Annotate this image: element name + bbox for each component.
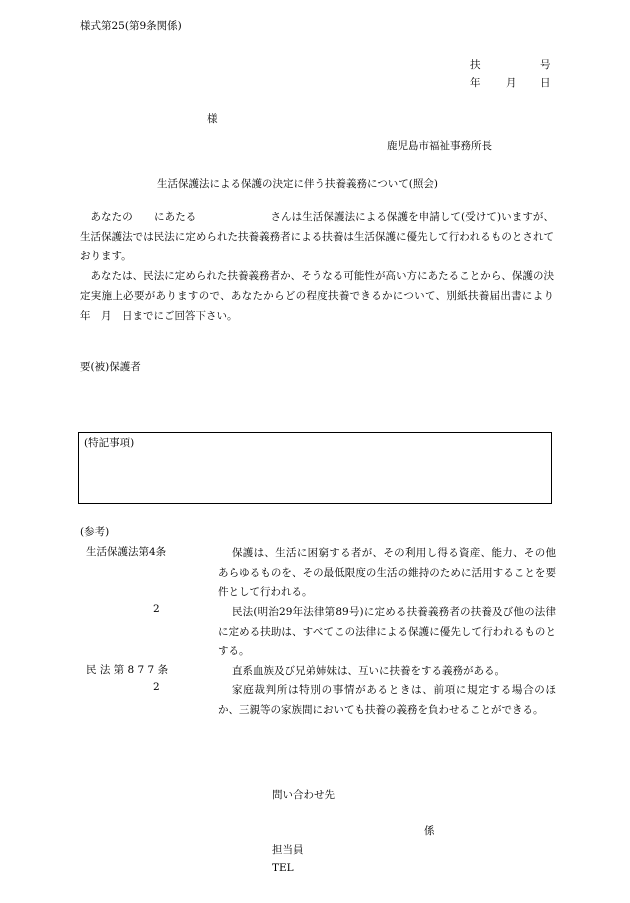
contact-heading: 問い合わせ先	[272, 789, 335, 801]
body-paragraph-1: あなたの にあたる さんは生活保護法による保護を申請して(受けて)いますが、生活保護法では民法に定められた扶養義務者による扶養は生活保護に優先して行われるものとされております。	[80, 211, 554, 263]
date-month: 月	[506, 77, 517, 89]
contact-section-suffix: 係	[424, 825, 435, 837]
reference-text: 家庭裁判所は特別の事情があるときは、前項に規定する場合のほか、三親等の家族間においても扶養の義務を負わせることができる。	[218, 684, 556, 716]
document-number-label: 扶	[470, 59, 481, 71]
body-text	[80, 208, 586, 326]
remarks-label: (特記事項)	[84, 437, 135, 449]
reference-label: 2	[153, 603, 160, 615]
reference-label: 生活保護法第4条	[86, 546, 167, 558]
reference-label: 2	[153, 681, 160, 693]
reference-heading: (参考)	[80, 526, 110, 538]
protected-person-label: 要(被)保護者	[80, 361, 141, 373]
contact-tel-label: TEL	[272, 862, 294, 874]
document-title: 生活保護法による保護の決定に伴う扶養義務について(照会)	[157, 178, 438, 190]
body-paragraph-2: あなたは、民法に定められた扶養義務者か、そうなる可能性が高い方にあたることから、保護の決定実施上必要がありますので、あなたからどの程度扶養できるかについて、別紙扶養届出書により 年 月 日までにご回答下さい。	[80, 270, 586, 322]
document-number-suffix: 号	[540, 59, 551, 71]
form-number: 様式第25(第9条関係)	[80, 20, 182, 32]
contact-staff-label: 担当員	[272, 844, 304, 856]
reference-label: 民 法 第 8 7 7 条	[86, 664, 169, 676]
remarks-box[interactable]	[78, 432, 552, 504]
date-year: 年	[470, 77, 481, 89]
reference-text: 保護は、生活に困窮する者が、その利用し得る資産、能力、その他あらゆるものを、その最低限度の生活の維持のために活用することを要件として行われる。	[218, 547, 556, 599]
addressee-suffix: 様	[207, 113, 218, 125]
sender-name: 鹿児島市福祉事務所長	[387, 140, 492, 152]
date-day: 日	[540, 77, 551, 89]
reference-text: 民法(明治29年法律第89号)に定める扶養義務者の扶養及び他の法律に定める扶助は、すべてこの法律による保護に優先して行われるものとする。	[218, 606, 556, 658]
reference-text: 直系血族及び兄弟姉妹は、互いに扶養をする義務がある。	[232, 665, 505, 677]
